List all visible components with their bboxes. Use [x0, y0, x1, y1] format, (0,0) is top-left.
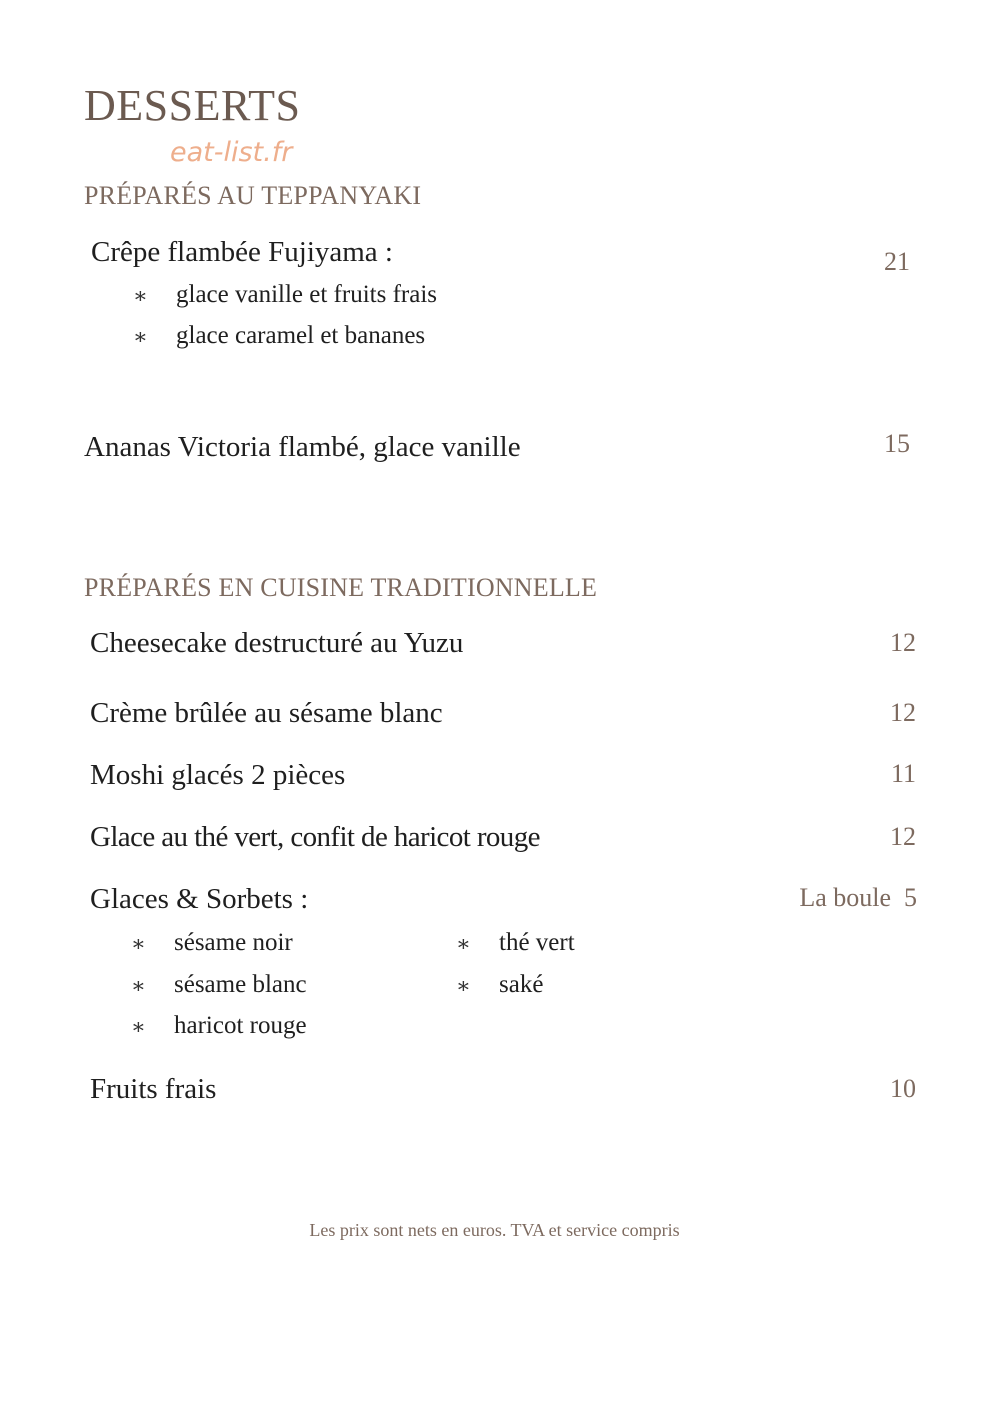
- menu-item-glaces-sorbets: Glaces & Sorbets :: [90, 883, 309, 915]
- flavor-item: thé vert: [499, 929, 575, 956]
- page-title: DESSERTS: [84, 81, 301, 130]
- menu-item-cheesecake: Cheesecake destructuré au Yuzu: [90, 627, 464, 659]
- menu-item-price-fruits-frais: 10: [890, 1074, 916, 1103]
- crepe-option: glace caramel et bananes: [176, 322, 426, 349]
- menu-item-price-crepe: 21: [884, 247, 910, 276]
- bullet-icon: ∗: [131, 931, 146, 956]
- bullet-icon: ∗: [131, 1014, 146, 1039]
- section-heading-teppanyaki: PRÉPARÉS AU TEPPANYAKI: [84, 181, 422, 210]
- menu-item-price-creme-brulee: 12: [890, 698, 916, 727]
- menu-item-price-glace-the-vert: 12: [890, 822, 916, 851]
- bullet-icon: ∗: [133, 283, 148, 308]
- menu-item-fruits-frais: Fruits frais: [90, 1073, 217, 1105]
- flavor-item: haricot rouge: [174, 1012, 307, 1039]
- flavor-item: sésame blanc: [174, 971, 307, 998]
- bullet-icon: ∗: [456, 931, 471, 956]
- menu-item-glace-the-vert: Glace au thé vert, confit de haricot rouge: [90, 821, 540, 853]
- watermark-text: eat-list.fr: [170, 137, 293, 168]
- section-heading-cuisine: PRÉPARÉS EN CUISINE TRADITIONNELLE: [84, 573, 598, 602]
- bullet-icon: ∗: [133, 324, 148, 349]
- menu-item-price-glaces-sorbets: La boule 5: [799, 883, 917, 912]
- footer-note: Les prix sont nets en euros. TVA et service compris: [309, 1220, 680, 1240]
- menu-item-price-cheesecake: 12: [890, 628, 916, 657]
- crepe-option: glace vanille et fruits frais: [176, 281, 437, 308]
- menu-item-price-ananas: 15: [884, 429, 910, 458]
- flavor-item: sésame noir: [174, 929, 293, 956]
- flavor-item: saké: [499, 971, 544, 998]
- menu-item-price-moshi: 11: [890, 759, 916, 788]
- menu-item-creme-brulee: Crème brûlée au sésame blanc: [90, 697, 443, 729]
- menu-item-ananas: Ananas Victoria flambé, glace vanille: [84, 431, 521, 463]
- bullet-icon: ∗: [131, 973, 146, 998]
- menu-item-moshi: Moshi glacés 2 pièces: [90, 759, 346, 791]
- menu-item-crepe: Crêpe flambée Fujiyama :: [91, 236, 393, 268]
- bullet-icon: ∗: [456, 973, 471, 998]
